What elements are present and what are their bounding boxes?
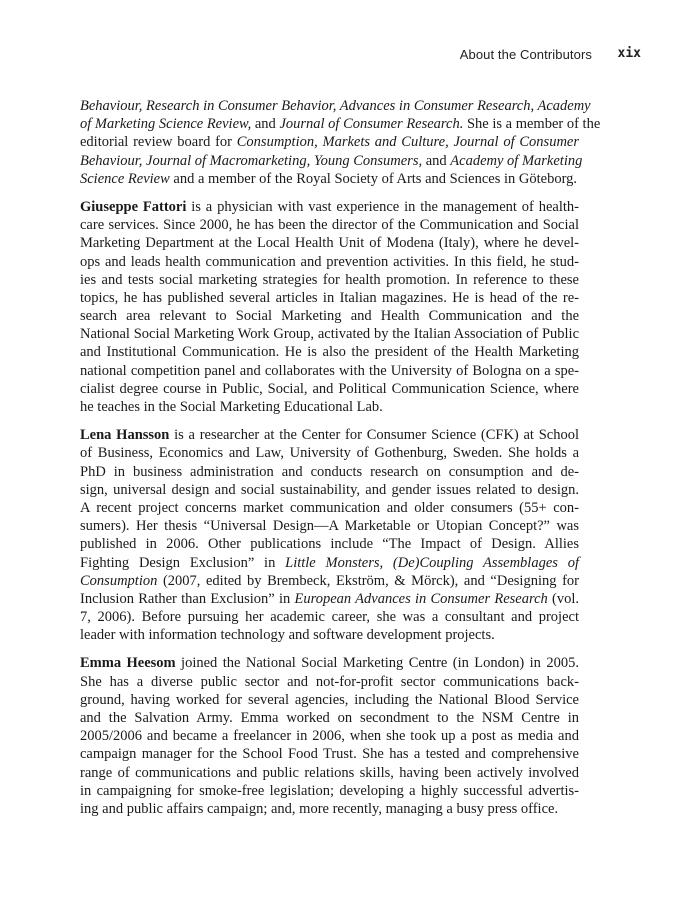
bio-continuation [80, 97, 601, 188]
text-run: cialist degree course in Public, Social, and Political Communication Science, where [80, 380, 579, 397]
text-line [80, 800, 579, 818]
text-run: range of communications and public relations skills, having been actively involved [80, 764, 579, 781]
text-line [80, 152, 583, 170]
text-line [80, 133, 579, 151]
text-line [80, 170, 579, 188]
text-line [80, 463, 579, 481]
text-run: in campaigning for smoke-free legislation; developing a highly successful advertis- [80, 782, 579, 799]
text-run: National Social Marketing Work Group, activated by the Italian Association of Public [80, 326, 579, 343]
text-line [80, 362, 579, 380]
text-run: (vol. [547, 590, 580, 607]
text-run: Marketing Department at the Local Health Unit of Modena (Italy), where he devel- [80, 235, 579, 252]
running-header [0, 47, 699, 67]
text-line [80, 234, 579, 252]
italic-title: Science Review [80, 170, 170, 187]
text-run: leader with information technology and software development projects. [80, 627, 495, 644]
text-line [80, 764, 579, 782]
text-run: national competition panel and collaborates with the University of Bologna on a spe- [80, 362, 579, 379]
italic-title: Behaviour, Journal of Macromarketing, Young Consumers, [80, 152, 423, 169]
text-run: and the Salvation Army. Emma worked on secondment to the NSM Centre in [80, 710, 579, 726]
italic-title: of Marketing Science Review, [80, 116, 252, 133]
text-line [80, 325, 579, 343]
text-run: ing and public affairs campaign; and, more recently, managing a busy press office. [80, 800, 559, 817]
text-line [80, 673, 579, 691]
text-line [80, 97, 591, 115]
contributor-name: Giuseppe Fattori [80, 198, 187, 215]
text-run: sumers). Her thesis “Universal Design—A Marketable or Utopian Concept?” was [80, 518, 579, 535]
text-line [80, 481, 579, 499]
contributor-name: Emma Heesom [80, 655, 176, 672]
text-run: published in 2006. Other publications include “The Impact of Design. Allies [80, 536, 579, 553]
text-run: She has a diverse public sector and not-for-profit sector communications back- [80, 673, 579, 690]
italic-title: Consumption [80, 572, 158, 589]
text-line [80, 398, 579, 416]
text-line [80, 380, 579, 398]
text-run: and a member of the Royal Society of Arts and Sciences in Göteborg. [169, 170, 578, 187]
text-line [80, 782, 579, 800]
text-run: search area relevant to Social Marketing and Health Communication and the [80, 308, 579, 325]
text-run: 2005/2006 and became a freelancer in 2006, when she took up a post as media and [80, 728, 579, 745]
italic-title: Behaviour, Research in Consumer Behavior, Advances in Consumer Research, Academy [80, 98, 591, 114]
text-run: topics, he has published several articles in Italian magazines. He is head of the re- [80, 289, 579, 306]
italic-title: Consumption, Markets and Culture, Journal of Consumer [236, 134, 579, 151]
bio-lena-hansson [80, 426, 579, 644]
text-run: joined the National Social Marketing Centre (in London) in 2005. [175, 655, 579, 672]
contributor-name: Lena Hansson [80, 427, 170, 444]
text-line [80, 271, 579, 289]
text-line [80, 253, 579, 271]
bio-emma-heesom [80, 654, 579, 818]
text-line [80, 745, 579, 763]
text-run: ies and tests social marketing strategies for health promotion. In reference to these [80, 271, 579, 288]
text-line [80, 535, 579, 553]
text-line [80, 709, 579, 727]
text-line [80, 426, 579, 444]
text-run: and [422, 152, 451, 169]
text-run: is a physician with vast experience in the management of health- [186, 198, 579, 215]
page-number: xix [617, 46, 641, 61]
text-run: editorial review board for [80, 134, 237, 151]
text-run: She is a member of the [463, 116, 601, 133]
italic-title: Academy of Marketing [450, 152, 583, 169]
text-run: PhD in business administration and conducts research on consumption and de- [80, 463, 579, 480]
text-line [80, 499, 579, 517]
text-run: 7, 2006). Before pursuing her academic career, she was a consultant and project [80, 609, 579, 626]
text-run: ops and leads health communication and prevention activities. In this field, he stud- [80, 253, 579, 270]
text-run: Inclusion Rather than Exclusion” in [80, 590, 295, 607]
text-run: and [251, 116, 280, 133]
italic-title: Little Monsters, (De)Coupling Assemblages of [285, 554, 579, 571]
text-run: he teaches in the Social Marketing Educational Lab. [80, 399, 383, 415]
italic-title: Journal of Consumer Research. [279, 116, 464, 133]
text-run: sign, universal design and social sustainability, and gender issues related to design. [80, 481, 579, 498]
text-line [80, 590, 579, 608]
text-line [80, 343, 579, 361]
text-run: (2007, edited by Brembeck, Ekström, & Mörck), and “Designing for [157, 572, 579, 589]
text-line [80, 654, 579, 672]
text-line [80, 608, 579, 626]
running-title: About the Contributors [459, 47, 592, 62]
text-run: campaign manager for the School Food Trust. She has a tested and comprehensive [80, 746, 579, 763]
text-line [80, 444, 579, 462]
text-run: of Business, Economics and Law, University of Gothenburg, Sweden. She holds a [80, 445, 579, 462]
text-run: and Institutional Communication. He is also the president of the Health Marketing [80, 344, 579, 361]
text-line [80, 307, 579, 325]
italic-title: European Advances in Consumer Research [294, 590, 548, 607]
text-line [80, 554, 579, 572]
text-line [80, 198, 579, 216]
page-body [80, 97, 601, 828]
text-line [80, 289, 579, 307]
text-line [80, 115, 601, 133]
text-line [80, 691, 579, 709]
text-line [80, 727, 579, 745]
text-run: ground, having worked for several agencies, including the National Blood Service [80, 691, 579, 708]
text-line [80, 572, 579, 590]
text-line [80, 216, 579, 234]
text-line [80, 626, 579, 644]
text-run: A recent project concerns market communication and older consumers (55+ con- [80, 499, 579, 516]
text-run: care services. Since 2000, he has been the director of the Communication and Social [80, 217, 579, 234]
text-line [80, 517, 579, 535]
text-run: Fighting Design Exclusion” in [80, 554, 286, 571]
bio-giuseppe-fattori [80, 198, 579, 416]
text-run: is a researcher at the Center for Consumer Science (CFK) at School [169, 427, 579, 444]
